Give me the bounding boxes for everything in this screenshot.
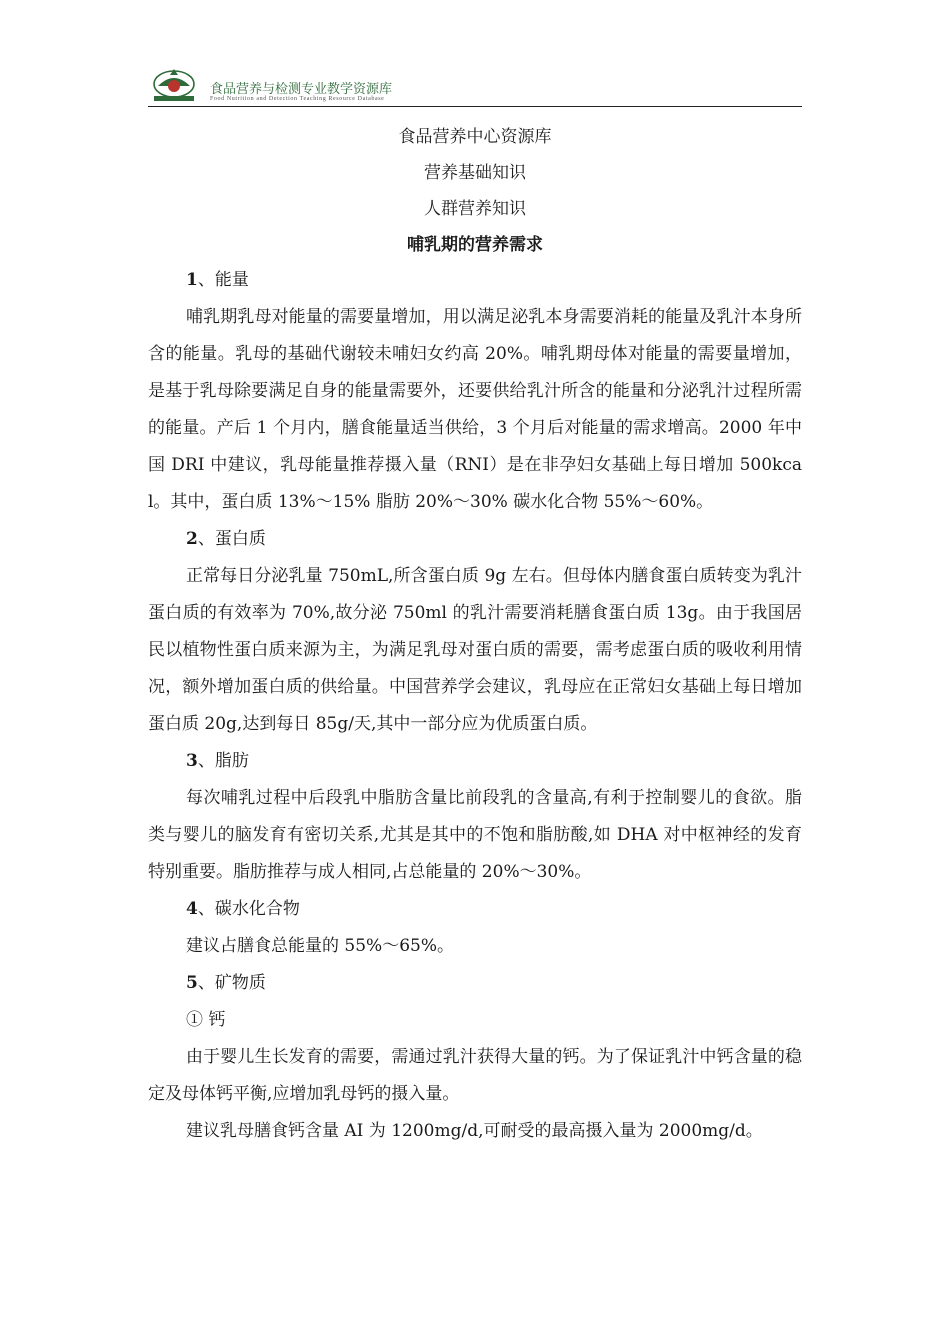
resource-logo-icon (148, 66, 200, 104)
section-heading-minerals: 5、矿物质 (186, 973, 266, 993)
breadcrumb-line-1: 食品营养中心资源库 (398, 127, 552, 147)
header-title: 食品营养与检测专业教学资源库 (210, 82, 393, 97)
paragraph-energy: 哺乳期乳母对能量的需要量增加，用以满足泌乳本身需要消耗的能量及乳汁本身所含的能量。乳母的基础代谢较未哺妇女约高 20%。哺乳期母体对能量的需要量增加，是基于乳母除要满足自身的能量需要外，还要供给乳汁所含的能量和分泌乳汁过程所需的能量。产后 1 个月内，膳食能量适当供给，3 个月后对能量的需求增高。2000 年中国 DRI 中建议，乳母能量推荐摄入量（RNI）是在非孕妇女基础上每日增加 500kcal。其中，蛋白质 13%～15% 脂肪 20%～30% 碳水化合物 55%～60%。 (148, 307, 802, 512)
breadcrumb-line-3: 人群营养知识 (424, 199, 526, 219)
page-header (148, 62, 802, 107)
subheading-calcium: ① 钙 (186, 1010, 226, 1030)
paragraph-calcium-2: 建议乳母膳食钙含量 AI 为 1200mg/d,可耐受的最高摄入量为 2000mg/d。 (186, 1121, 763, 1141)
paragraph-carbohydrate: 建议占膳食总能量的 55%～65%。 (186, 936, 454, 956)
paragraph-protein: 正常每日分泌乳量 750mL,所含蛋白质 9g 左右。但母体内膳食蛋白质转变为乳汁蛋白质的有效率为 70%,故分泌 750ml 的乳汁需要消耗膳食蛋白质 13g。由于我国居民以植物性蛋白质来源为主，为满足乳母对蛋白质的需要，需考虑蛋白质的吸收利用情况，额外增加蛋白质的供给量。中国营养学会建议，乳母应在正常妇女基础上每日增加蛋白质 20g,达到每日 85g/天,其中一部分应为优质蛋白质。 (148, 566, 802, 734)
section-heading-carbohydrate: 4、碳水化合物 (186, 899, 300, 919)
document-body (148, 262, 802, 1150)
header-subtitle: Food Nutrition and Detection Teaching Resource Database (210, 96, 385, 102)
paragraph-fat: 每次哺乳过程中后段乳中脂肪含量比前段乳的含量高,有利于控制婴儿的食欲。脂类与婴儿的脑发育有密切关系,尤其是其中的不饱和脂肪酸,如 DHA 对中枢神经的发育特别重要。脂肪推荐与成人相同,占总能量的 20%～30%。 (148, 788, 802, 882)
section-heading-protein: 2、蛋白质 (186, 529, 266, 549)
section-heading-fat: 3、脂肪 (186, 751, 249, 771)
document-title: 哺乳期的营养需求 (407, 235, 543, 255)
paragraph-calcium-1: 由于婴儿生长发育的需要，需通过乳汁获得大量的钙。为了保证乳汁中钙含量的稳定及母体钙平衡,应增加乳母钙的摄入量。 (148, 1047, 802, 1104)
breadcrumb-line-2: 营养基础知识 (424, 163, 526, 183)
section-heading-energy: 1、能量 (186, 270, 249, 290)
